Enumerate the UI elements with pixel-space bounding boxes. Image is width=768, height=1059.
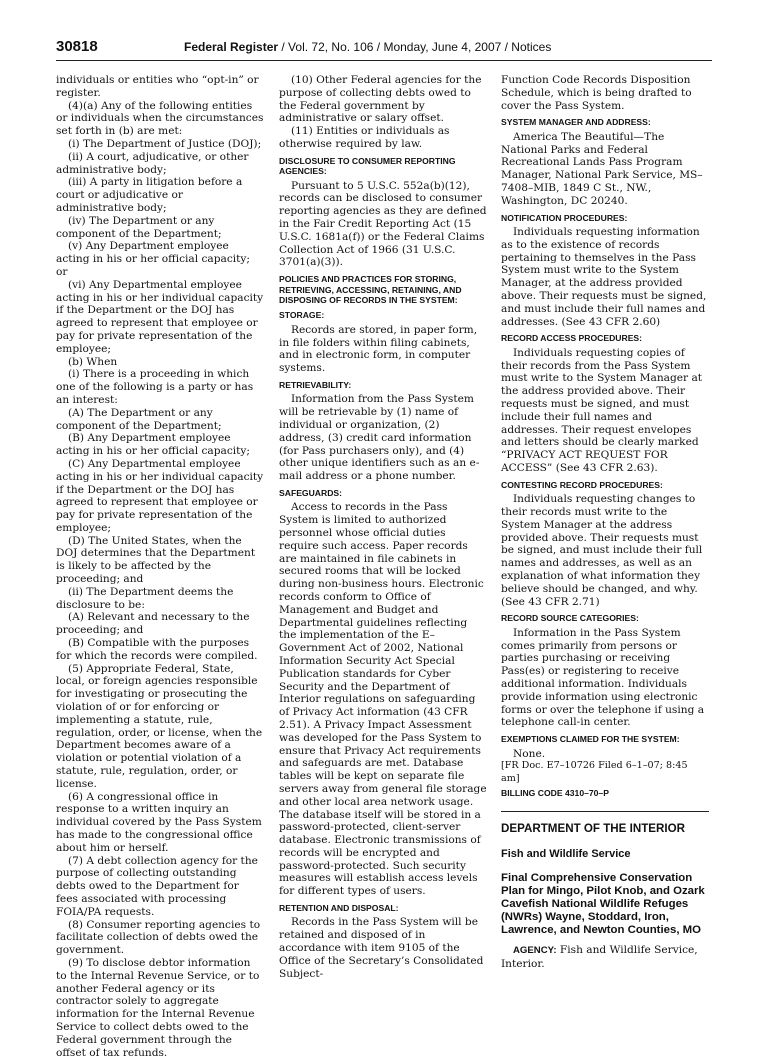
paragraph: (B) Any Department employee acting in his or her official capacity; [56, 432, 250, 458]
paragraph: (vi) Any Departmental employee acting in his or her individual capacity if the Department or the DOJ has agreed to represent that employee or pay for private representation of the employee; [56, 278, 264, 355]
notice-title: Final Comprehensive Conservation Plan for Mingo, Pilot Knob, and Ozark Cavefish National Wildlife Refuges (NWRs) Wayne, Stoddard, Iron, Lawrence, and Newton Counties, MO [501, 872, 705, 936]
paragraph: (i) The Department of Justice (DOJ); [68, 137, 262, 150]
paragraph: (ii) The Department deems the disclosure to be: [56, 585, 234, 611]
section-heading: NOTIFICATION PROCEDURES: [501, 212, 628, 223]
department-heading: DEPARTMENT OF THE INTERIOR [501, 821, 685, 835]
paragraph: (A) The Department or any component of the Department; [56, 406, 222, 432]
paragraph: (D) The United States, when the DOJ determines that the Department is likely to be affected by the proceeding; and [56, 534, 256, 586]
paragraph: Access to records in the Pass System is limited to authorized personnel whose official duties require such access. Paper records are maintained in file cabinets in secured rooms that will be locked during non-business hours. Electronic records conform to Office of Management and Budget and Departmental guidelines reflecting the implementation of the E–Government Act of 2002, National Information Security Act Special Publication standards for Cyber Security and the Department of Interior regulations on safeguarding of Privacy Act information (43 CFR 2.51). A Privacy Impact Assessment was developed for the Pass System to ensure that Privacy Act requirements and safeguards are met. Database tables will be kept on separate file servers away from general file storage and other local area network usage. The database itself will be stored in a password-protected, client-server database. Electronic transmissions of records will be encrypted and password-protected. Such security measures will establish access levels for different types of users. [279, 501, 487, 898]
page-header [56, 38, 712, 61]
paragraph: Information from the Pass System will be retrievable by (1) name of individual or organization, (2) address, (3) credit card information (for Pass purchasers only), and (4) other unique identifiers such as an e-mail address or a phone number. [279, 393, 480, 483]
paragraph: (ii) A court, adjudicative, or other administrative body; [56, 150, 249, 176]
paragraph: (6) A congressional office in response to a written inquiry an individual covered by the Pass System has made to the congressional office about him or herself. [56, 790, 262, 854]
paragraph: (C) Any Departmental employee acting in his or her individual capacity if the Department or the DOJ has agreed to represent that employee or pay for private representation of the employee; [56, 457, 264, 534]
paragraph: (5) Appropriate Federal, State, local, or foreign agencies responsible for investigating or prosecuting the violation of or for enforcing or implementing a statute, rule, regulation, order, or license, when the Department becomes aware of a violation or potential violation of a statute, rule, regulation, order, or license. [56, 662, 263, 790]
column-2 [279, 74, 487, 980]
billing-code: BILLING CODE 4310–70–P [501, 787, 609, 798]
paragraph: (A) Relevant and necessary to the proceeding; and [56, 611, 250, 637]
section-heading: CONTESTING RECORD PROCEDURES: [501, 479, 663, 490]
section-heading: POLICIES AND PRACTICES FOR STORING, RETRIEVING, ACCESSING, RETAINING, AND DISPOSING OF RECORDS IN THE SYSTEM: [279, 274, 462, 305]
fr-doc-note: [FR Doc. E7–10726 Filed 6–1–07; 8:45 am] [501, 760, 688, 785]
agency-line [501, 944, 709, 971]
divider [501, 811, 709, 812]
paragraph: None. [513, 747, 546, 760]
paragraph: Function Code Records Disposition Schedule, which is being drafted to cover the Pass System. [501, 74, 692, 112]
section-heading: RETRIEVABILITY: [279, 379, 352, 390]
paragraph: (i) There is a proceeding in which one of the following is a party or has an interest: [56, 368, 254, 406]
section-heading: RETENTION AND DISPOSAL: [279, 903, 399, 914]
paragraph: individuals or entities who “opt-in” or register. [56, 74, 259, 99]
paragraph: (10) Other Federal agencies for the purpose of collecting debts owed to the Federal government by administrative or salary offset. [279, 74, 482, 125]
section-heading: RECORD SOURCE CATEGORIES: [501, 613, 639, 624]
paragraph: Pursuant to 5 U.S.C. 552a(b)(12), records can be disclosed to consumer reporting agencies as they are defined in the Fair Credit Reporting Act (15 U.S.C. 1681a(f)) or the Federal Claims Collection Act of 1966 (31 U.S.C. 3701(a)(3)). [279, 179, 487, 269]
paragraph: (iii) A party in litigation before a court or adjudicative or administrative body; [56, 176, 243, 214]
paragraph: Records in the Pass System will be retained and disposed of in accordance with item 9105 of the Office of the Secretary’s Consolidated Subject- [279, 916, 484, 980]
section-heading: SYSTEM MANAGER AND ADDRESS: [501, 117, 651, 128]
paragraph: (v) Any Department employee acting in his or her official capacity; or [56, 240, 250, 278]
paragraph: Individuals requesting changes to their records must write to the System Manager at the address provided above. Their requests must be signed, and must include their full names and addresses, as well as an explanation of what information they believe should be changed, and why. (See 43 CFR 2.71) [501, 493, 703, 608]
paragraph: Records are stored, in paper form, in file folders within filing cabinets, and in electronic form, in computer systems. [279, 323, 478, 375]
column-1 [56, 74, 264, 1059]
section-heading: DISCLOSURE TO CONSUMER REPORTING AGENCIES: [279, 155, 456, 177]
paragraph: (b) When [68, 355, 118, 368]
paragraph: (iv) The Department or any component of the Department; [56, 214, 222, 240]
journal-name: Federal Register [184, 40, 279, 54]
paragraph: (7) A debt collection agency for the purpose of collecting outstanding debts owed to the Department for fees associated with processing FOIA/PA requests. [56, 854, 258, 918]
paragraph: Individuals requesting copies of their records from the Pass System must write to the System Manager at the address provided above. Their requests must be signed, and must include their full names and addresses. Their request envelopes and letters should be clearly marked “PRIVACY ACT REQUEST FOR ACCESS” (See 43 CFR 2.63). [501, 346, 703, 474]
paragraph: America The Beautiful—The National Parks and Federal Recreational Lands Pass Program Manager, National Park Service, MS–7408–MIB, 1849 C St., NW., Washington, DC 20240. [501, 130, 703, 207]
running-head [184, 40, 551, 54]
column-3 [501, 74, 709, 971]
section-heading: RECORD ACCESS PROCEDURES: [501, 333, 643, 344]
page-number: 30818 [56, 38, 98, 55]
agency-label: AGENCY: [513, 945, 557, 957]
paragraph: (B) Compatible with the purposes for which the records were compiled. [56, 637, 258, 662]
paragraph: (9) To disclose debtor information to the Internal Revenue Service, or to another Federal agency or its contractor solely to aggregate information for the Internal Revenue Service to collect debts owed to the Federal government through the offset of tax refunds. [56, 956, 260, 1059]
paragraph: (8) Consumer reporting agencies to facilitate collection of debts owed the government. [56, 918, 261, 957]
section-heading: STORAGE: [279, 310, 325, 321]
paragraph: (4)(a) Any of the following entities or individuals when the circumstances set forth in (b) are met: [56, 99, 264, 138]
paragraph: Individuals requesting information as to the existence of records pertaining to themselves in the Pass System must write to the System Manager, at the address provided above. Their requests must be signed, and must include their full names and addresses. (See 43 CFR 2.60) [501, 225, 707, 328]
paragraph: (11) Entities or individuals as otherwise required by law. [279, 125, 450, 150]
agency-heading: Fish and Wildlife Service [501, 847, 631, 860]
paragraph: Information in the Pass System comes primarily from persons or parties purchasing or receiving Pass(es) or registering to receive additional information. Individuals provide information using electronic forms or over the telephone if using a telephone call-in center. [501, 626, 705, 729]
agency-value: Fish and Wildlife Service, Interior. [501, 944, 698, 971]
section-heading: EXEMPTIONS CLAIMED FOR THE SYSTEM: [501, 734, 680, 745]
issue-citation: / Vol. 72, No. 106 / Monday, June 4, 2007 / Notices [278, 40, 552, 54]
section-heading: SAFEGUARDS: [279, 487, 343, 498]
